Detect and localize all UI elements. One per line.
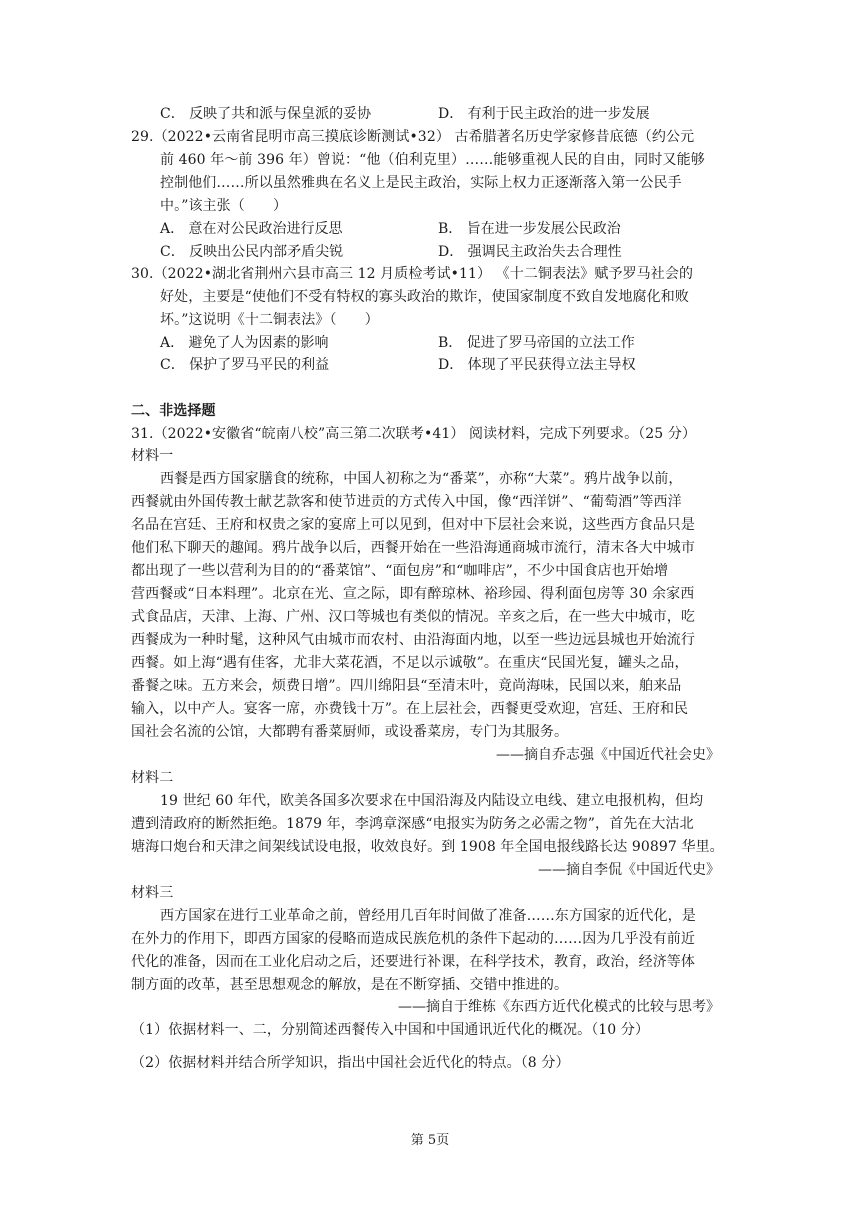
q31-subquestion-1: （1）依据材料一、二，分别简述西餐传入中国和中国通讯近代化的概况。（10 分）	[131, 1022, 650, 1038]
material-1-line: 番餐之味。五方来会，烦费日增”。四川绵阳县“至清末叶，竟尚海味，民国以来，舶来品	[131, 678, 682, 694]
q29-stem-line-4: 中。”该主张（ ）	[160, 198, 288, 214]
q29-option-c: C． 反映出公民内部矛盾尖锐	[160, 244, 344, 260]
q30-option-d: D． 体现了平民获得立法主导权	[438, 357, 636, 373]
material-1-line: 西餐成为一种时髦，这种风气由城市而农村、由沿海面内地，以至一些边远县城也开始流行	[131, 632, 695, 648]
q30-option-b: B． 促进了罗马帝国的立法工作	[438, 335, 635, 351]
material-1-line: 西餐是西方国家膳食的统称，中国人初称之为“番菜”，亦称“大菜”。鸦片战争以前，	[160, 471, 683, 487]
material-3-source: ——摘自于维栋《东西方近代化模式的比较与思考》	[398, 999, 720, 1015]
material-3-line: 在外力的作用下，即西方国家的侵略而造成民族危机的条件下起动的……因为几乎没有前近	[131, 931, 695, 947]
material-1-line: 他们私下聊天的趣闻。鸦片战争以后，西餐开始在一些沿海通商城市流行，清末各大中城市	[131, 540, 695, 556]
q31-subquestion-2: （2）依据材料并结合所学知识，指出中国社会近代化的特点。（8 分）	[131, 1055, 570, 1071]
material-1-line: 西餐。如上海“遇有佳客，尤非大菜花酒，不足以示诚敬”。在重庆“民国光复，罐头之品，	[131, 655, 689, 671]
q30-option-a: A． 避免了人为因素的影响	[160, 335, 329, 351]
material-3-line: 代化的准备，因而在工业化启动之后，还要进行补课，在科学技术，教育，政治，经济等体	[131, 954, 695, 970]
material-1-line: 都出现了一些以营利为目的的“番菜馆”、“面包房”和“咖啡店”，不少中国食店也开始增	[131, 563, 669, 579]
q30-stem-line-1: 30.（2022•湖北省荆州六县市高三 12 月质检考试•11） 《十二铜表法》赋予罗马社会的	[131, 266, 694, 282]
material-1-line: 式食品店，天津、上海、广州、汉口等城也有类似的情况。辛亥之后，在一些大中城市，吃	[131, 609, 695, 625]
q28-option-c: C． 反映了共和派与保皇派的妥协	[160, 106, 372, 122]
q29-option-b: B． 旨在进一步发展公民政治	[438, 221, 621, 237]
material-1-line: 国社会名流的公馆，大都聘有番菜厨师，或设番菜房，专门为其服务。	[131, 724, 569, 740]
material-1-line: 输入，以中产人。宴客一席，亦费钱十万”。在上层社会，西餐更受欢迎，宫廷、王府和民	[131, 701, 689, 717]
material-3-line: 西方国家在进行工业革命之前，曾经用几百年时间做了准备……东方国家的近代化，是	[160, 908, 696, 924]
material-3-label: 材料三	[131, 885, 174, 901]
material-3-line: 制方面的改革，甚至思想观念的解放，是在不断穿插、交错中推进的。	[131, 977, 569, 993]
q29-stem-line-1: 29.（2022•云南省昆明市高三摸底诊断测试•32） 古希腊著名历史学家修昔底德（约公元	[131, 129, 695, 145]
q30-option-c: C． 保护了罗马平民的利益	[160, 357, 330, 373]
q29-stem-line-3: 控制他们……所以虽然雅典在名义上是民主政治，实际上权力正逐渐落入第一公民手	[160, 175, 682, 191]
material-1-line: 西餐就由外国传教士献艺款客和使节进贡的方式传入中国，像“西洋饼”、“葡萄酒”等西洋	[131, 494, 682, 510]
material-1-line: 名品在宫廷、王府和权贵之家的宴席上可以见到，但对中下层社会来说，这些西方食品只是	[131, 517, 695, 533]
material-1-line: 营西餐或“日本料理”。北京在光、宣之际，即有醉琼林、裕珍园、得利面包房等 30 余家西	[131, 586, 695, 602]
q30-stem-line-3: 坏。”这说明《十二铜表法》（ ）	[160, 312, 379, 328]
material-1-source: ——摘自乔志强《中国近代社会史》	[496, 747, 720, 763]
page-number: 第 5页	[410, 1133, 450, 1148]
q28-option-d: D． 有利于民主政治的进一步发展	[438, 106, 650, 122]
q29-option-a: A． 意在对公民政治进行反思	[160, 221, 343, 237]
section-heading: 二、非选择题	[131, 403, 216, 419]
material-2-line: 塘海口炮台和天津之间架线试设电报，收效良好。到 1908 年全国电报线路长达 90897 华里。	[131, 839, 724, 855]
q30-stem-line-2: 好处，主要是“使他们不受有特权的寡头政治的欺诈，使国家制度不致自发地腐化和败	[160, 289, 689, 305]
material-2-source: ——摘自李侃《中国近代史》	[538, 862, 720, 878]
material-2-line: 遭到清政府的断然拒绝。1879 年，李鸿章深感“电报实为防务之必需之物”，首先在大沽北	[131, 816, 694, 832]
q29-option-d: D． 强调民主政治失去合理性	[438, 244, 622, 260]
material-1-label: 材料一	[131, 448, 174, 464]
q31-intro: 31.（2022•安徽省“皖南八校”高三第二次联考•41） 阅读材料，完成下列要求。（25 分）	[131, 426, 697, 442]
q29-stem-line-2: 前 460 年～前 396 年）曾说：“他（伯利克里）……能够重视人民的自由，同时又能够	[160, 152, 705, 168]
material-2-line: 19 世纪 60 年代，欧美各国多次要求在中国沿海及内陆设立电线、建立电报机构，但均	[160, 793, 704, 809]
material-2-label: 材料二	[131, 770, 174, 786]
